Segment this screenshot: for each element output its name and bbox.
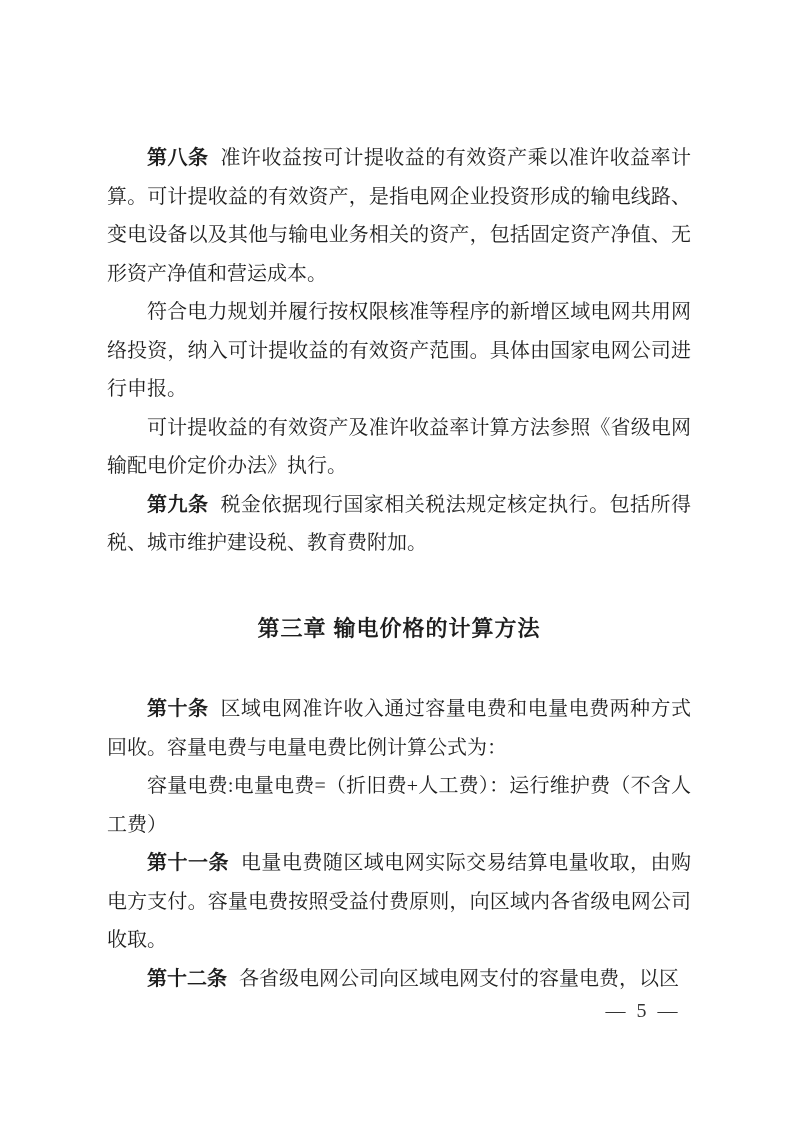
- document-body: [107, 139, 691, 998]
- paragraph: 容量电费:电量电费=（折旧费+人工费）：运行维护费（不含人工费）: [107, 775, 691, 836]
- paragraph: 第九条 税金依据现行国家相关税法规定核定执行。包括所得税、城市维护建设税、教育费附加。: [107, 493, 692, 554]
- paragraph: 第八条 准许收益按可计提收益的有效资产乘以准许收益率计算。可计提收益的有效资产，是指电网企业投资形成的输电线路、变电设备以及其他与输电业务相关的资产，包括固定资产净值、无形资产净值和营运成本。: [107, 147, 692, 285]
- article-number: 第八条: [147, 147, 209, 169]
- paragraph: 符合电力规划并履行按权限核准等程序的新增区域电网共用网络投资，纳入可计提收益的有效资产范围。具体由国家电网公司进行申报。: [107, 301, 691, 400]
- paragraph: 可计提收益的有效资产及准许收益率计算方法参照《省级电网输配电价定价办法》执行。: [107, 416, 691, 477]
- article-number: 第十条: [147, 698, 209, 720]
- article-number: 第十二条: [147, 967, 227, 990]
- paragraph: 第十条 区域电网准许收入通过容量电费和电量电费两种方式回收。容量电费与电量电费比例计算公式为：: [107, 698, 692, 759]
- paragraph: 第十二条 各省级电网公司向区域电网支付的容量电费，以区: [147, 967, 679, 990]
- page-number: — 5 —: [605, 1000, 681, 1022]
- chapter-heading: 第三章 输电价格的计算方法: [257, 615, 541, 641]
- paragraph: 第十一条 电量电费随区域电网实际交易结算电量收取，由购电方支付。容量电费按照受益付费原则，向区域内各省级电网公司收取。: [107, 852, 692, 951]
- article-number: 第十一条: [147, 852, 229, 874]
- article-number: 第九条: [147, 493, 209, 516]
